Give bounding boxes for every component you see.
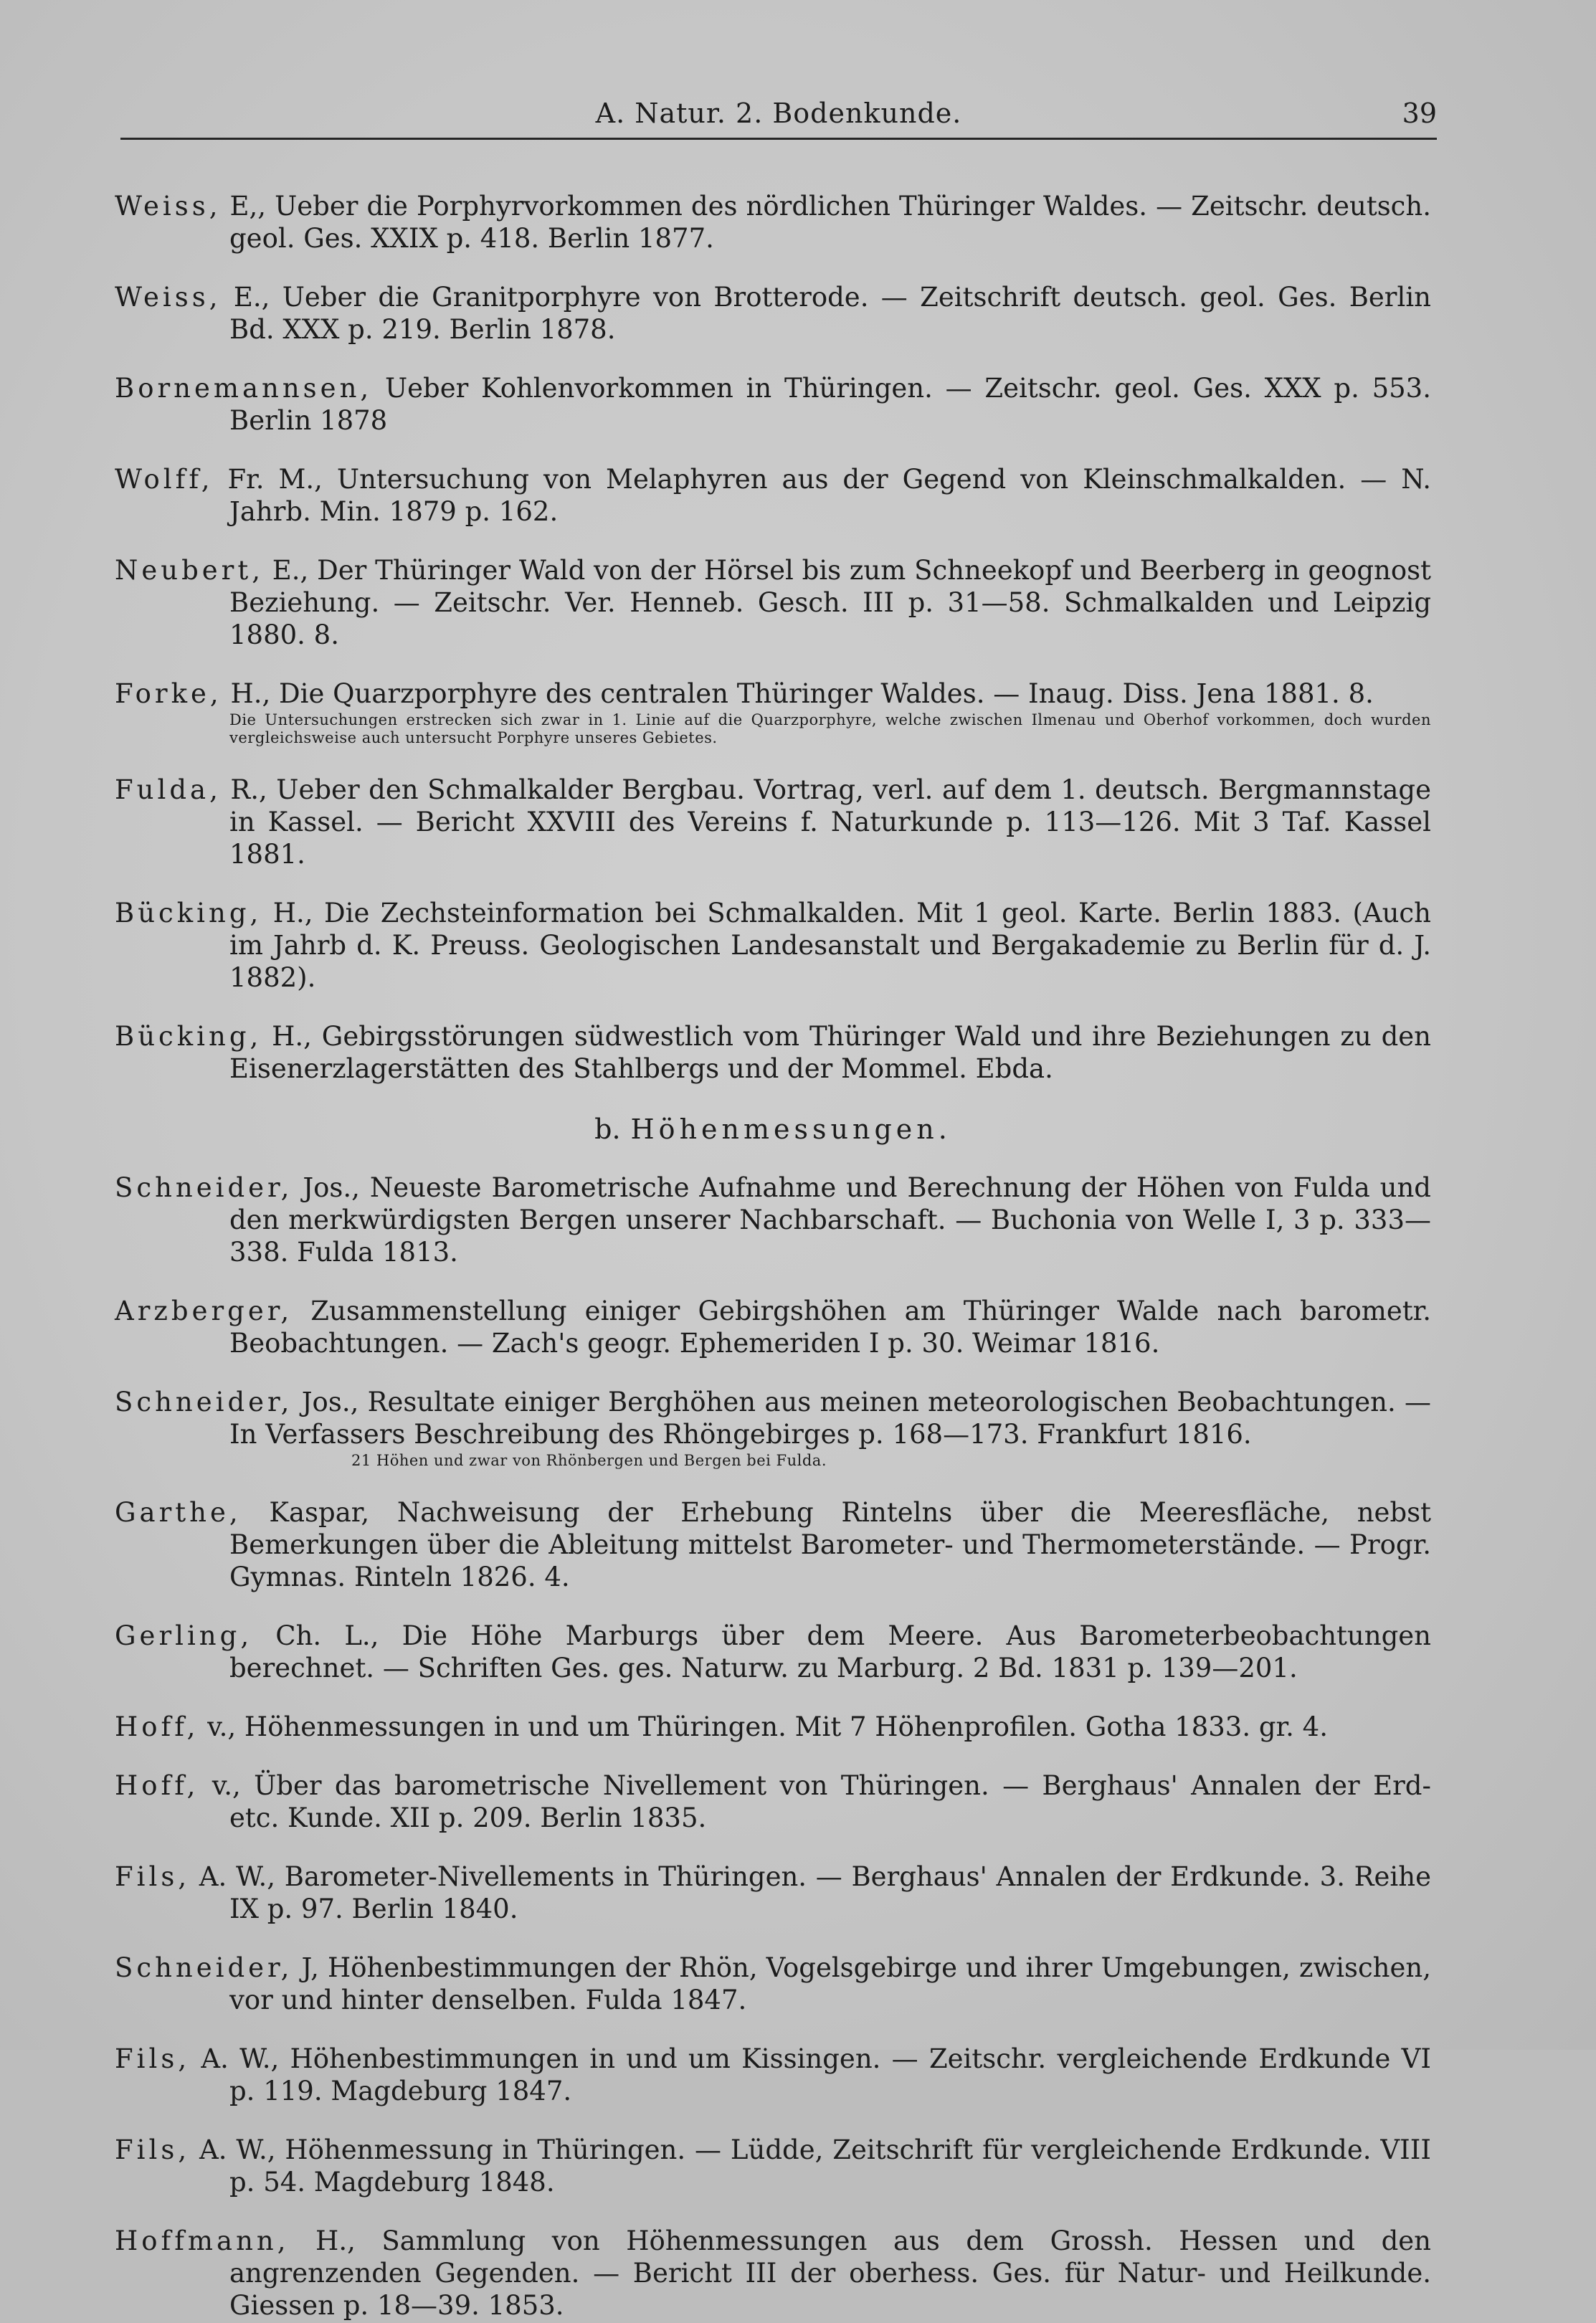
entry-text: H., Die Quarzporphyre des centralen Thüringer Waldes. — Inaug. Diss. Jena 1881. 8. [222, 678, 1374, 709]
entry-text: R., Ueber den Schmalkalder Bergbau. Vortrag, verl. auf dem 1. deutsch. Bergmannstage in Kassel. — Bericht XXVIII des Vereins f. Naturkunde p. 113—126. Mit 3 Taf. Kassel 1881. [221, 774, 1431, 870]
entry-author: Hoff, [115, 1711, 199, 1742]
bibliography-entry [115, 1386, 1431, 1450]
entry-author: Arzberger, [115, 1296, 293, 1326]
bibliography-entry [115, 554, 1431, 651]
entry-text: v., Über das barometrische Nivellement von Thüringen. — Berghaus' Annalen der Erd- etc. Kunde. XII p. 209. Berlin 1835. [199, 1770, 1431, 1833]
entry-text: Ch. L., Die Höhe Marburgs über dem Meere. Aus Barometerbeobachtungen berechnet. — Schriften Ges. ges. Naturw. zu Marburg. 2 Bd. 1831 p. 139—201. [229, 1620, 1431, 1683]
entry-text: H., Die Zechsteinformation bei Schmalkalden. Mit 1 geol. Karte. Berlin 1883. (Auch im Jahrb d. K. Preuss. Geologischen Landesanstalt und Bergakademie zu Berlin für d. J. 1882). [229, 898, 1431, 993]
entry-text: A. W., Höhenbestimmungen in und um Kissingen. — Zeitschr. vergleichende Erdkunde VI p. 119. Magdeburg 1847. [190, 2043, 1431, 2106]
bibliography-entry [115, 774, 1431, 870]
section-letter: b. [594, 1113, 621, 1145]
bibliography-entry [115, 1295, 1431, 1359]
bibliography-entry [115, 372, 1431, 437]
entry-text: Ueber Kohlenvorkommen in Thüringen. — Zeitschr. geol. Ges. XXX p. 553. Berlin 1878 [229, 373, 1431, 436]
entry-author: Schneider, [115, 1952, 293, 1983]
bibliography-entry [115, 897, 1431, 994]
section-heading [115, 1113, 1431, 1145]
entry-text: Zusammenstellung einiger Gebirgshöhen am Thüringer Walde nach barometr. Beobachtungen. — Zach's geogr. Ephemeriden I p. 30. Weimar 1816. [229, 1296, 1431, 1359]
running-title: A. Natur. 2. Bodenkunde. [595, 98, 962, 129]
section-title: Höhenmessungen. [630, 1113, 951, 1145]
bibliography-entry [115, 2225, 1431, 2322]
entry-author: Fils, [115, 2043, 191, 2074]
entry-author: Schneider, [115, 1172, 293, 1203]
entry-author: Fulda, [115, 774, 222, 805]
entry-note: Die Untersuchungen erstrecken sich zwar in 1. Linie auf die Quarzporphyre, welche zwischen Ilmenau und Oberhof vorkommen, doch wurden vergleichsweise auch untersucht Porphyre unseres Gebietes. [229, 711, 1431, 746]
entry-text: A. W., Barometer-Nivellements in Thüringen. — Berghaus' Annalen der Erdkunde. 3. Reihe IX p. 97. Berlin 1840. [190, 1861, 1431, 1924]
entry-author: Bücking, [115, 1021, 262, 1052]
entry-author: Fils, [115, 1861, 191, 1892]
bibliography-entry [115, 281, 1431, 346]
entry-author: Wolff, [115, 464, 214, 495]
entry-author: Bornemannsen, [115, 373, 373, 404]
entry-text: Jos., Neueste Barometrische Aufnahme und Berechnung der Höhen von Fulda und den merkwürdigsten Bergen unserer Nachbarschaft. — Buchonia von Welle I, 3 p. 333—338. Fulda 1813. [229, 1172, 1431, 1268]
entry-text: A. W., Höhenmessung in Thüringen. — Lüdde, Zeitschrift für vergleichende Erdkunde. VIII p. 54. Magdeburg 1848. [190, 2134, 1431, 2198]
bibliography-entry [115, 463, 1431, 528]
bibliography-entry [115, 1020, 1431, 1085]
bibliography-entry [115, 2134, 1431, 2198]
bibliography-entry [115, 1711, 1431, 1743]
entry-text: v., Höhenmessungen in und um Thüringen. Mit 7 Höhenprofilen. Gotha 1833. gr. 4. [199, 1711, 1328, 1742]
entry-text: H., Sammlung von Höhenmessungen aus dem Grossh. Hessen und den angrenzenden Gegenden. — Bericht III der oberhess. Ges. für Natur- und Heilkunde. Giessen p. 18—39. 1853. [229, 2225, 1431, 2321]
bibliography-entry [115, 1952, 1431, 2016]
entry-text: Jos., Resultate einiger Berghöhen aus meinen meteorologischen Beobachtungen. — In Verfassers Beschreibung des Rhöngebirges p. 168—173. Frankfurt 1816. [229, 1387, 1431, 1450]
bibliography-entry [115, 2043, 1431, 2107]
bibliography-entry [115, 678, 1431, 710]
page-number: 39 [1402, 98, 1437, 129]
entry-author: Gerling, [115, 1620, 253, 1651]
bibliography-entry [115, 1496, 1431, 1593]
entry-note: 21 Höhen und zwar von Rhönbergen und Bergen bei Fulda. [351, 1452, 827, 1469]
entry-author: Schneider, [115, 1387, 293, 1417]
entry-author: Hoff, [115, 1770, 199, 1801]
bibliography-entry [115, 190, 1431, 255]
entry-author: Fils, [115, 2134, 191, 2165]
entry-author: Forke, [115, 678, 222, 709]
entry-author: Weiss, [115, 282, 222, 313]
entry-text: H., Gebirgsstörungen südwestlich vom Thüringer Wald und ihre Beziehungen zu den Eisenerzlagerstätten des Stahlbergs und der Mommel. Ebda. [229, 1021, 1431, 1084]
bibliography-entry [115, 1620, 1431, 1684]
entry-text: J, Höhenbestimmungen der Rhön, Vogelsgebirge und ihrer Umgebungen, zwischen, vor und hinter denselben. Fulda 1847. [229, 1952, 1431, 2015]
entry-author: Garthe, [115, 1497, 242, 1528]
bibliography-entry [115, 1861, 1431, 1925]
entry-author: Hoffmann, [115, 2225, 290, 2256]
entry-author: Bücking, [115, 898, 262, 928]
entry-text: E., Der Thüringer Wald von der Hörsel bis zum Schneekopf und Beerberg in geognost Beziehung. — Zeitschr. Ver. Henneb. Gesch. III p. 31—58. Schmalkalden und Leipzig 1880. 8. [229, 555, 1431, 650]
entry-author: Neubert, [115, 555, 264, 586]
entry-text: E., Ueber die Granitporphyre von Brotterode. — Zeitschrift deutsch. geol. Ges. Berlin Bd. XXX p. 219. Berlin 1878. [221, 282, 1431, 345]
entry-author: Weiss, [115, 191, 222, 222]
bibliography-entry [115, 1769, 1431, 1834]
running-head [120, 96, 1437, 140]
entry-text: Fr. M., Untersuchung von Melaphyren aus der Gegend von Kleinschmalkalden. — N. Jahrb. Min. 1879 p. 162. [213, 464, 1431, 527]
entry-text: Kaspar, Nachweisung der Erhebung Rintelns über die Meeresfläche, nebst Bemerkungen über die Ableitung mittelst Barometer- und Thermometerstände. — Progr. Gymnas. Rinteln 1826. 4. [229, 1497, 1431, 1592]
bibliography [115, 163, 1431, 2323]
entry-text: E,, Ueber die Porphyrvorkommen des nördlichen Thüringer Waldes. — Zeitschr. deutsch. geol. Ges. XXIX p. 418. Berlin 1877. [221, 191, 1431, 254]
bibliography-entry [115, 1172, 1431, 1268]
